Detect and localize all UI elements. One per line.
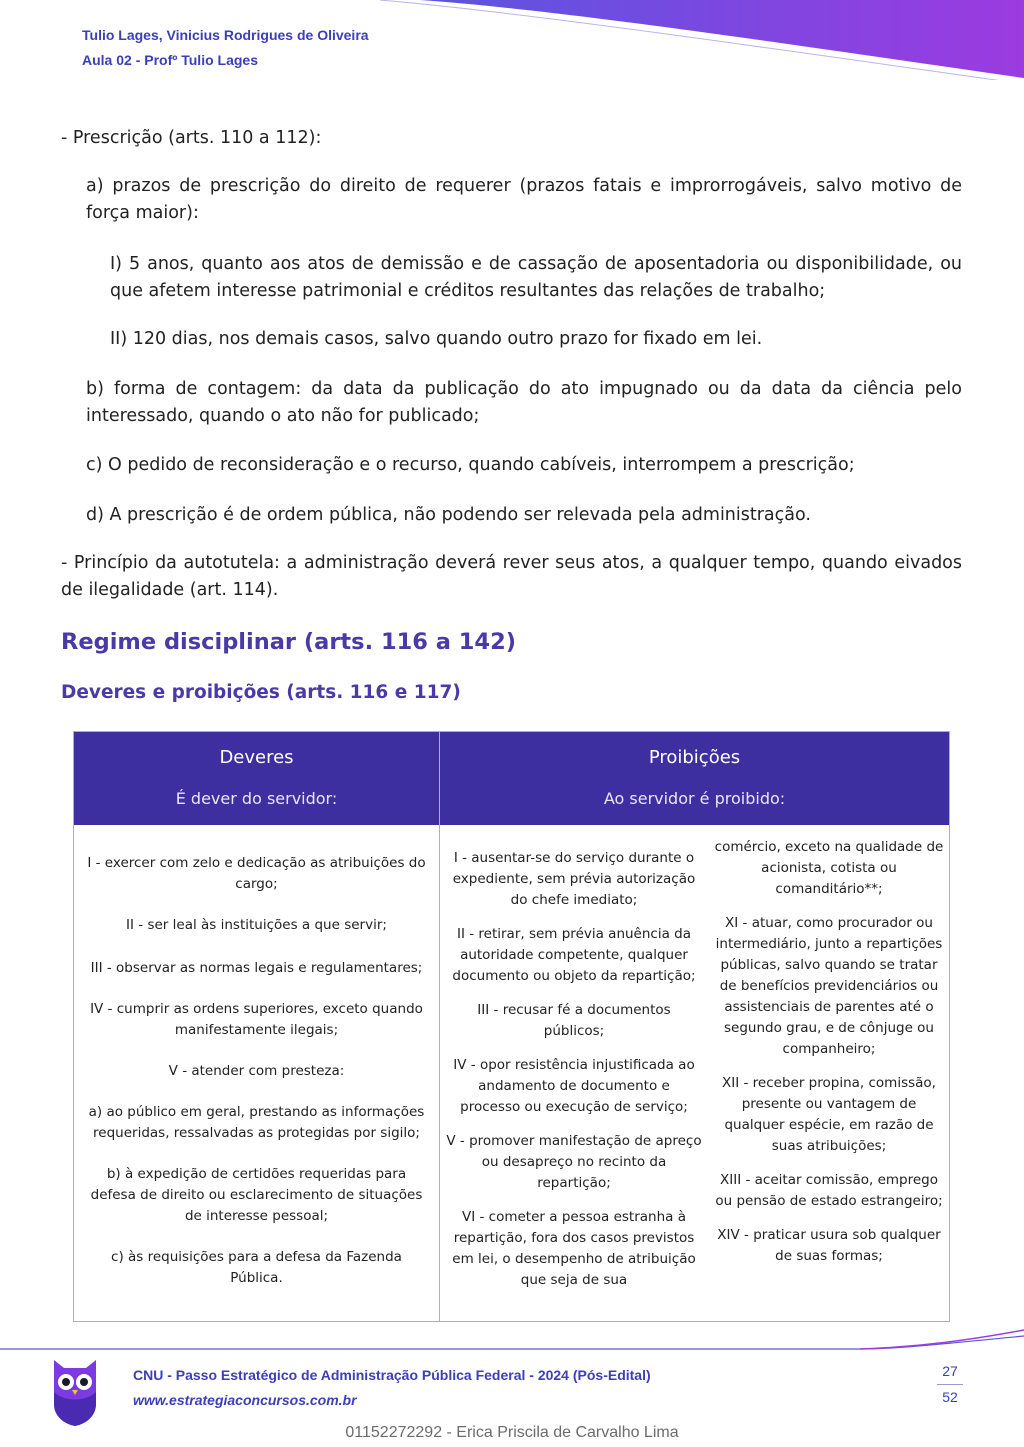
paragraph-contagem: b) forma de contagem: da data da publicação do ato impugnado ou da data da ciência pelo interessado, quando o ato não for publicado;	[86, 379, 962, 426]
list-item: I - ausentar-se do serviço durante o expediente, sem prévia autorização do chefe imediato;	[452, 850, 696, 908]
list-item: XII - receber propina, comissão, presente ou vantagem de qualquer espécie, em razão de suas atribuições;	[722, 1075, 936, 1154]
list-item: b) à expedição de certidões requeridas para defesa de direito ou esclarecimento de situações de interesse pessoal;	[90, 1166, 423, 1224]
paragraph-autotutela: - Princípio da autotutela: a administração deverá rever seus atos, a qualquer tempo, quando eivados de ilegalidade (art. 114).	[61, 553, 962, 600]
owl-logo-icon	[50, 1352, 100, 1427]
list-item: XI - atuar, como procurador ou intermediário, junto a repartições públicas, salvo quando se tratar de benefícios previdenciários ou assistenciais de parentes até o segundo grau, e de cônjuge ou companheiro;	[715, 915, 943, 1057]
footer-website-link[interactable]: www.estrategiaconcursos.com.br	[133, 1392, 357, 1408]
header-proibicoes	[440, 732, 949, 825]
list-item: a) ao público em geral, prestando as informações requeridas, ressalvadas as protegidas por sigilo;	[88, 1104, 425, 1141]
deveres-proibicoes-table	[73, 731, 950, 1322]
page-number-divider	[937, 1384, 963, 1385]
list-item: III - recusar fé a documentos públicos;	[477, 1002, 671, 1039]
header-proibicoes-title: Proibições	[648, 747, 741, 768]
paragraph-prescricao: - Prescrição (arts. 110 a 112):	[61, 128, 322, 148]
list-item: II - ser leal às instituições a que servir;	[126, 917, 387, 933]
column-divider	[439, 732, 440, 1321]
list-item: I - exercer com zelo e dedicação as atribuições do cargo;	[87, 855, 426, 892]
list-item: III - observar as normas legais e regulamentares;	[90, 960, 423, 976]
list-item: XIV - praticar usura sob qualquer de suas formas;	[717, 1227, 941, 1264]
paragraph-prazos: a) prazos de prescrição do direito de requerer (prazos fatais e improrrogáveis, salvo motivo de força maior):	[86, 176, 962, 223]
paragraph-120-dias: II) 120 dias, nos demais casos, salvo quando outro prazo for fixado em lei.	[110, 329, 763, 349]
watermark: 01152272292 - Erica Priscila de Carvalho Lima	[345, 1424, 679, 1441]
subsection-heading: Deveres e proibições (arts. 116 e 117)	[61, 682, 461, 703]
header-proibicoes-subtitle: Ao servidor é proibido:	[603, 789, 786, 808]
proibicoes-list-b	[712, 837, 946, 1267]
list-item: V - promover manifestação de apreço ou desapreço no recinto da repartição;	[446, 1133, 702, 1191]
paragraph-reconsideracao: c) O pedido de reconsideração e o recurso, quando cabíveis, interrompem a prescrição;	[86, 455, 855, 475]
header-lesson: Aula 02 - Profº Tulio Lages	[82, 52, 258, 68]
footer-wave-decoration	[0, 1320, 1024, 1400]
deveres-list	[84, 853, 429, 1289]
footer-course-title: CNU - Passo Estratégico de Administração Pública Federal - 2024 (Pós-Edital)	[133, 1367, 651, 1383]
list-item: XIII - aceitar comissão, emprego ou pensão de estado estrangeiro;	[715, 1172, 943, 1209]
paragraph-cinco-anos: I) 5 anos, quanto aos atos de demissão e de cassação de aposentadoria ou disponibilidade, ou que afetem interesse patrimonial e créditos resultantes das relações de trabalho;	[110, 254, 962, 301]
proibicoes-list-a	[446, 848, 702, 1291]
header-deveres	[74, 732, 439, 825]
paragraph-ordem-publica: d) A prescrição é de ordem pública, não podendo ser relevada pela administração.	[86, 505, 811, 525]
header-authors: Tulio Lages, Vinicius Rodrigues de Oliveira	[82, 27, 369, 43]
list-item: IV - opor resistência injustificada ao andamento de documento e processo ou execução de serviço;	[453, 1057, 695, 1115]
list-item: c) às requisições para a defesa da Fazenda Pública.	[111, 1249, 402, 1286]
page-total: 52	[942, 1389, 958, 1405]
list-item: comércio, exceto na qualidade de acionista, cotista ou comanditário**;	[714, 839, 944, 897]
list-item: II - retirar, sem prévia anuência da autoridade competente, qualquer documento ou objeto da repartição;	[452, 926, 696, 984]
page-number: 27	[942, 1363, 958, 1379]
header-deveres-title: Deveres	[219, 747, 294, 768]
list-item: IV - cumprir as ordens superiores, exceto quando manifestamente ilegais;	[90, 1001, 423, 1038]
list-item: VI - cometer a pessoa estranha à repartição, fora dos casos previstos em lei, o desempenho de atribuição que seja de sua	[452, 1209, 696, 1288]
header-deveres-subtitle: É dever do servidor:	[175, 789, 338, 808]
section-heading: Regime disciplinar (arts. 116 a 142)	[61, 629, 517, 655]
list-item: V - atender com presteza:	[168, 1063, 345, 1079]
